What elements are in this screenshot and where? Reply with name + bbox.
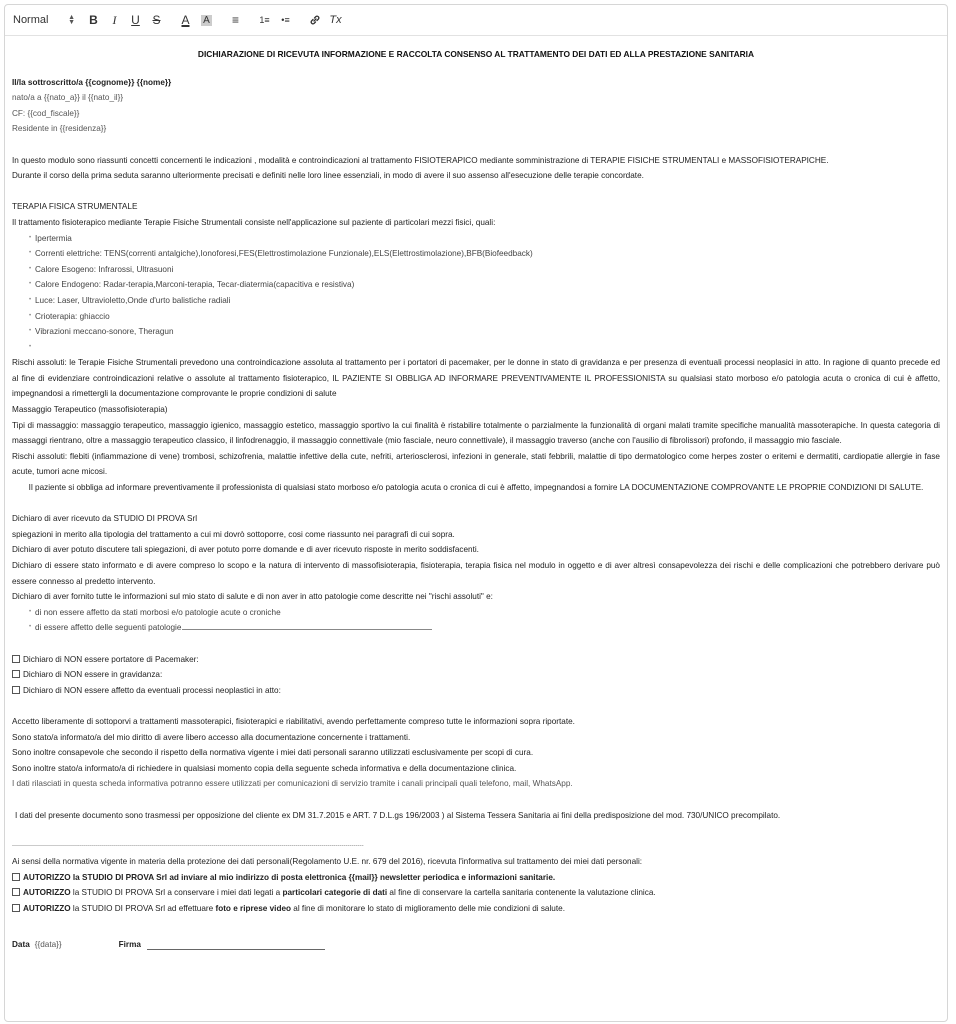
checkbox[interactable] [12,873,20,881]
underline-button[interactable]: U [131,13,140,27]
accept-line-1: Accetto liberamente di sottoporvi a trattamenti massoterapici, fisioterapici e riabilitativi, avendo perfettamente compreso tutte le informazioni sopra riportate. [12,716,575,726]
auth-label: AUTORIZZO la STUDIO DI PROVA Srl ad inviare al mio indirizzo di posta elettronica {{mail}} newsletter periodica e informazioni sanitarie. [23,872,556,882]
declare-line-4: Dichiaro di essere stato informato e di avere compreso lo scopo e la natura di intervento di massofisioterapia, fisioterapia, terapia fisica nel modulo in oggetto e di aver altresì consapevolezza dei rischi e delle complicazioni che potrebbero derivare può essere connesso al predetto intervento. [12,561,940,586]
birth-line: nato/a a {{nato_a}} il {{nato_il}} [12,93,124,103]
signature-row [12,937,940,953]
auth-label: la STUDIO DI PROVA Srl ad effettuare [70,904,216,914]
accept-line-4: Sono inoltre stato/a informato/a di richiedere in qualsiasi momento copia della seguente scheda informativa e della documentazione clinica. [12,763,517,773]
list-item [35,340,940,356]
strike-button[interactable]: S [152,13,161,27]
list-item: • Luce: Laser, Ultravioletto,Onde d'urto balistiche radiali [35,293,940,309]
text-color-button[interactable]: A [181,13,190,27]
auth-label: al fine di monitorare lo stato di miglioramento delle mie condizioni di salute. [291,904,565,914]
date-label: Data [12,939,30,949]
list-item-text: di essere affetto delle seguenti patologie [35,623,182,633]
list-item: • Calore Esogeno: Infrarossi, Ultrasuoni [35,262,940,278]
list-item: • Correnti elettriche: TENS(correnti antalgiche),Ionoforesi,FES(Elettrostimolazione Funzionale),ELS(Elettrostimolazione),BFB(Biofeedback) [35,246,940,262]
intro-paragraph: In questo modulo sono riassunti concetti concernenti le indicazioni , modalità e controindicazioni al trattamento FISIOTERAPICO mediante somministrazione di TERAPIE FISICHE STRUMENTALI e MASSOFISIOTERAPICHE. [12,155,829,165]
clean-format-button[interactable]: Tx [329,14,342,26]
auth-row-1[interactable] [12,870,940,886]
checkbox-label: Dichiaro di NON essere portatore di Pacemaker: [23,654,199,664]
accept-line-2: Sono stato/a informato/a del mio diritto di avere libero accesso alla documentazione concernente i trattamenti. [12,732,411,742]
signer-line: Il/la sottroscritto/a {{cognome}} {{nome}} [12,77,172,87]
obligation-paragraph: Il paziente si obbliga ad informare preventivamente il professionista di qualsiasi stato morboso e/o patologia acuta o cronica di cui è affetto, impegnandosi a fornire LA DOCUMENTAZIONE COMPROVANTE LE PROPRIE CONDIZIONI DI SALUTE. [28,483,924,493]
checkbox[interactable] [12,904,20,912]
declare-line-1: Dichiaro di aver ricevuto da STUDIO DI PROVA Srl [12,514,198,524]
signature-line[interactable] [147,939,325,950]
accept-line-3: Sono inoltre consapevole che secondo il rispetto della normativa vigente i miei dati personali saranno utilizzati esclusivamente per scopi di cura. [12,748,534,758]
residence-line: Residente in {{residenza}} [12,124,107,134]
checkbox[interactable] [12,670,20,678]
checkbox[interactable] [12,655,20,663]
declare-line-5: Dichiaro di aver fornito tutte le informazioni sul mio stato di salute e di non aver in atto patologie come descritte nei "rischi assoluti" e: [12,592,493,602]
checkbox-row[interactable] [12,683,940,699]
tfs-description: Il trattamento fisioterapico mediante Terapie Fisiche Strumentali consiste nell'applicazione sul paziente di particolari mezzi fisici, quali: [12,217,496,227]
format-select[interactable] [13,14,83,26]
list-item [35,620,940,636]
auth-label-bold: particolari categorie di dati [282,888,388,898]
checkbox-label: Dichiaro di NON essere in gravidanza: [23,670,163,680]
patologie-fill-line[interactable] [182,621,432,630]
background-color-button[interactable] [196,10,217,30]
bullet-list-button[interactable]: •≡ [281,15,290,25]
auth-label: al fine di conservare la cartella sanitaria contenente la valutazione clinica. [387,888,656,898]
massage-risks: Rischi assoluti: flebiti (infiammazione di vene) trombosi, schizofrenia, malattie infettive della cute, nefriti, arteriosclerosi, infezioni in generale, stati febbrili, malattie di tipo dermatologico come herpes zoster o eritemi e dermatiti, cardiopatie allergie in fase acute, tumori acne micosi. [12,451,940,477]
tessera-paragraph: I dati del presente documento sono trasmessi per opposizione del cliente ex DM 31.7.2015 e ART. 7 D.L.gs 196/2003 ) al Sistema Tessera Sanitaria ai fini della predisposizione del mod. 730/UNICO precompilato. [15,810,781,820]
checkbox[interactable] [12,686,20,694]
fiscal-code-line: CF: {{cod_fiscale}} [12,108,80,118]
list-item: • Ipertermia [35,231,940,247]
ordered-list-button[interactable]: 1≡ [259,15,270,25]
massage-heading: Massaggio Terapeutico (massofisioterapia) [12,405,168,415]
list-item: • di non essere affetto da stati morbosi e/o patologie acute o croniche [35,605,940,621]
format-select-value: Normal [13,14,49,26]
auth-label: la STUDIO DI PROVA Srl a conservare i miei dati legati a [70,888,283,898]
declare-list [12,605,940,636]
signature-label: Firma [118,939,141,949]
list-item: • Vibrazioni meccano-sonore, Theragun [35,324,940,340]
italic-button[interactable]: I [112,12,117,27]
checkbox[interactable] [12,888,20,896]
select-arrows-icon: ▲ ▼ [68,14,75,26]
auth-row-2[interactable] [12,885,940,901]
align-button[interactable]: ≡ [231,13,239,27]
intro-paragraph-2: Durante il corso della prima seduta saranno ulteriormente precisati e definiti nelle loro linee essenziali, in modo di avere il suo assenso all'esecuzione delle terapie concordate. [12,171,644,181]
tfs-list [12,231,940,356]
accept-line-5: I dati rilasciati in questa scheda informativa potranno essere utilizzati per comunicazioni di servizio tramite i canali principali quali telefono, mail, WhatsApp. [12,779,573,789]
link-icon [309,14,321,26]
tfs-risks: Rischi assoluti: le Terapie Fisiche Strumentali prevedono una controindicazione assoluta al trattamento per i portatori di pacemaker, per le donne in stato di gravidanza e per presenza di eventuali processi neoplasici in atto. In ragione di quanto precede ed al fine di evidenziare controindicazioni relative o assolute al trattamento fisioterapico, IL PAZIENTE SI OBBLIGA AD INFORMARE PREVENTIVAMENTE IL PROFESSIONISTA su qualsiasi stato morboso e/o patologia acuta o cronica di cui è affetto, impegnandosi a rimettergli la documentazione comprovante le proprie condizioni di salute [12,358,940,399]
date-value: {{data}} [34,939,62,949]
list-item: • Calore Endogeno: Radar-terapia,Marconi-terapia, Tecar-diatermia(capacitiva e resistiva) [35,277,940,293]
link-button[interactable] [304,10,325,30]
document-title: DICHIARAZIONE DI RICEVUTA INFORMAZIONE E RACCOLTA CONSENSO AL TRATTAMENTO DEI DATI ED ALLA PRESTAZIONE SANITARIA [197,49,755,59]
tfs-heading: TERAPIA FISICA STRUMENTALE [12,202,138,212]
auth-label-bold: foto e riprese video [215,904,291,914]
checkbox-label: Dichiaro di NON essere affetto da eventuali processi neoplastici in atto: [23,685,281,695]
background-color-icon: A [203,14,210,26]
privacy-paragraph: Ai sensi della normativa vigente in materia della protezione dei dati personali(Regolamento U.E. nr. 679 del 2016), ricevuta l'informativa sul trattamento dei miei dati personali: [12,857,643,867]
bold-button[interactable]: B [89,13,98,27]
editor-content[interactable] [5,36,947,952]
auth-row-3[interactable] [12,901,940,917]
declare-line-2: spiegazioni in merito alla tipologia del trattamento a cui mi dovrò sottoporre, cosi come riassunto nei paragrafi di cui sopra. [12,529,455,539]
editor-toolbar [5,5,947,36]
checkbox-row[interactable] [12,667,940,683]
list-item: • Crioterapia: ghiaccio [35,309,940,325]
rich-text-editor [4,4,948,1022]
checkbox-row[interactable] [12,652,940,668]
auth-label-bold: AUTORIZZO [23,904,71,914]
separator-line: -------------------------------------------------------------------------------------------------------------------------------------------------------------------------------- [12,842,364,849]
declare-line-3: Dichiaro di aver potuto discutere tali spiegazioni, di aver potuto porre domande e di aver ricevuto risposte in merito soddisfacenti. [12,545,479,555]
massage-types: Tipi di massaggio: massaggio terapeutico, massaggio igienico, massaggio estetico, massaggio sportivo la cui finalità è ristabilire totalmente o parzialmente la funzionalità di organi malati tramite specifiche manualità massoterapiche. In questa categoria di massaggi rientrano, oltre a massaggio terapeutico classico, il linfodrenaggio, il massaggio connettivale (mio fasciale, neuro connettivale), il massaggio traverso (anche con l'ausilio di fibrolissori) profondo, il massaggio mio fasciale. [12,420,940,446]
auth-label-bold: AUTORIZZO [23,888,71,898]
